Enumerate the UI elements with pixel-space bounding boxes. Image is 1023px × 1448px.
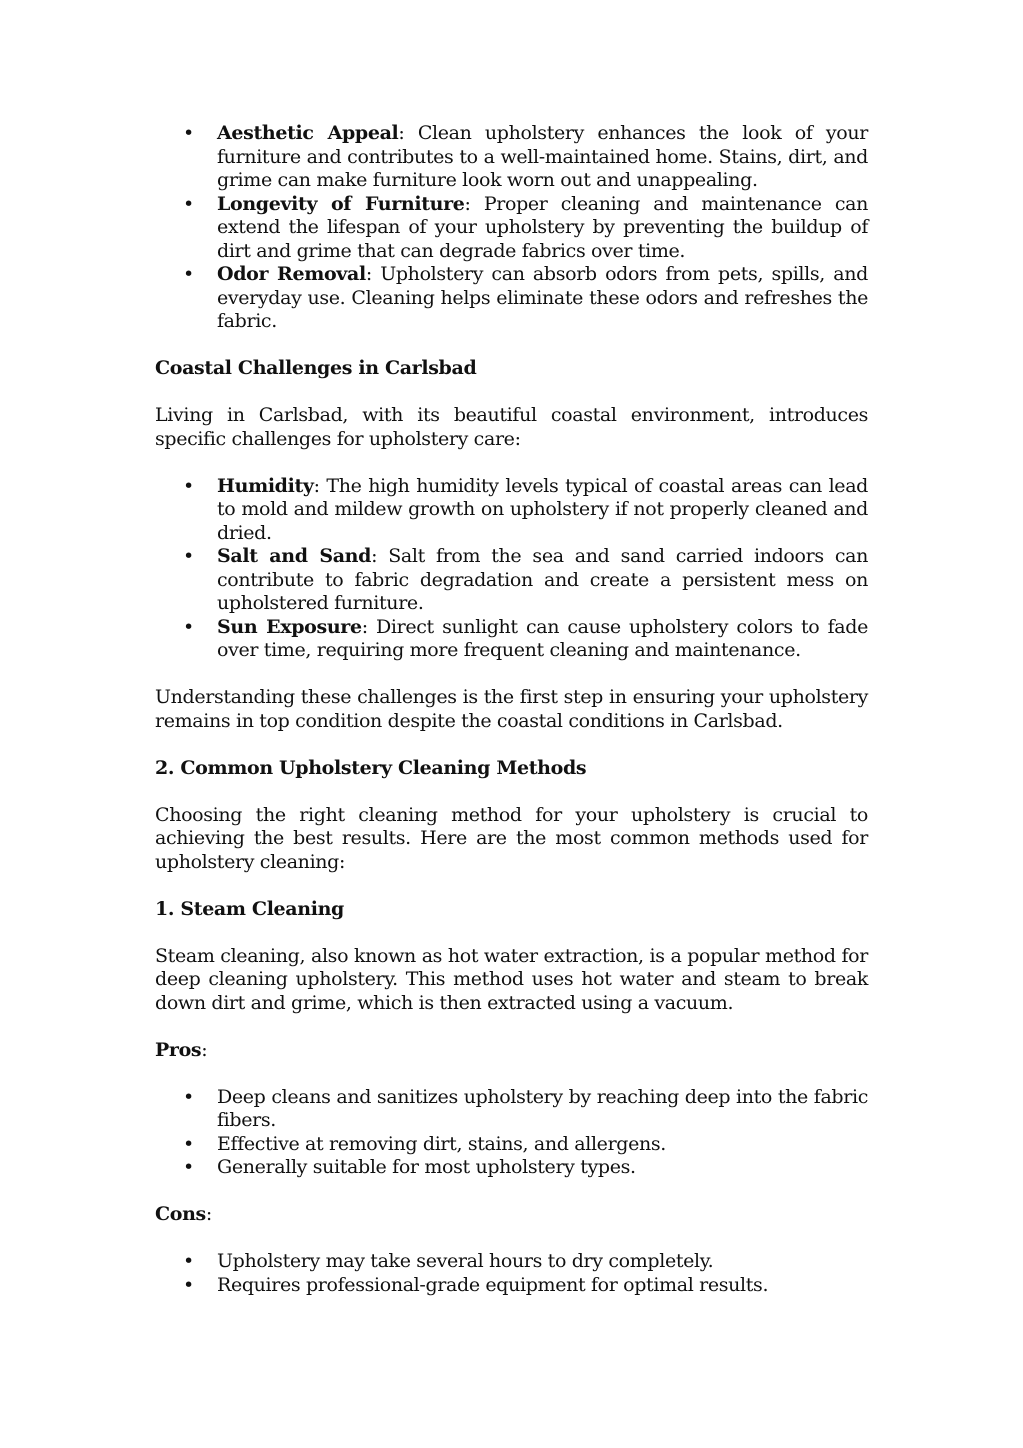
bullet-icon: • xyxy=(183,615,194,638)
coastal-challenges-list xyxy=(155,475,868,663)
list-item xyxy=(155,1086,868,1133)
list-item xyxy=(155,616,868,663)
description: : Clean upholstery enhances the look of your furniture and contributes to a well-maintained home. Stains, dirt, and grime can make furniture look worn out and unappealing. xyxy=(217,122,868,191)
bullet-icon: • xyxy=(183,1132,194,1155)
term: Longevity of Furniture xyxy=(217,192,465,215)
description: Deep cleans and sanitizes upholstery by reaching deep into the fabric fibers. xyxy=(217,1085,868,1131)
description: : Salt from the sea and sand carried indoors can contribute to fabric degradation and create a persistent mess on upholstered furniture. xyxy=(217,545,868,614)
description: : Proper cleaning and maintenance can extend the lifespan of your upholstery by preventing the buildup of dirt and grime that can degrade fabrics over time. xyxy=(217,192,869,262)
benefits-list xyxy=(155,122,868,334)
paragraph: Living in Carlsbad, with its beautiful coastal environment, introduces specific challenges for upholstery care: xyxy=(155,404,868,450)
pros-list xyxy=(155,1086,868,1180)
term: Salt and Sand xyxy=(217,545,372,567)
description: Effective at removing dirt, stains, and allergens. xyxy=(217,1132,666,1155)
bullet-icon: • xyxy=(183,192,194,215)
paragraph: Steam cleaning, also known as hot water extraction, is a popular method for deep cleaning upholstery. This method uses hot water and steam to break down dirt and grime, which is then extracted using a vacuum. xyxy=(155,944,868,1014)
cons-list xyxy=(155,1250,868,1297)
section-heading: 2. Common Upholstery Cleaning Methods xyxy=(155,756,587,779)
list-item xyxy=(155,1274,868,1298)
bullet-icon: • xyxy=(183,474,194,497)
list-item xyxy=(155,1133,868,1157)
term: Aesthetic Appeal xyxy=(217,122,399,144)
description: Generally suitable for most upholstery types. xyxy=(217,1156,636,1178)
paragraph: Understanding these challenges is the first step in ensuring your upholstery remains in top condition despite the coastal conditions in Carlsbad. xyxy=(155,686,868,732)
term: Sun Exposure xyxy=(217,615,362,638)
term: Humidity xyxy=(217,474,314,497)
list-item xyxy=(155,1156,868,1180)
bullet-icon: • xyxy=(183,122,194,144)
bullet-icon: • xyxy=(183,545,194,567)
list-item xyxy=(155,193,868,264)
description: : Direct sunlight can cause upholstery colors to fade over time, requiring more frequent cleaning and maintenance. xyxy=(217,615,868,661)
list-item xyxy=(155,475,868,546)
list-item xyxy=(155,263,868,334)
description: : Upholstery can absorb odors from pets, spills, and everyday use. Cleaning helps eliminate these odors and refreshes the fabric. xyxy=(217,263,868,332)
paragraph: Choosing the right cleaning method for your upholstery is crucial to achieving the best results. Here are the most common methods used for upholstery cleaning: xyxy=(155,803,868,873)
description: Requires professional-grade equipment for optimal results. xyxy=(217,1273,769,1296)
list-item xyxy=(155,545,868,616)
section-heading: Coastal Challenges in Carlsbad xyxy=(155,357,477,379)
bullet-icon: • xyxy=(183,1085,194,1108)
description: Upholstery may take several hours to dry completely. xyxy=(217,1250,714,1272)
list-item xyxy=(155,1250,868,1274)
subsection-heading: 1. Steam Cleaning xyxy=(155,897,344,920)
description: : The high humidity levels typical of coastal areas can lead to mold and mildew growth on upholstery if not properly cleaned and dried. xyxy=(217,474,868,544)
list-item xyxy=(155,122,868,193)
bullet-icon: • xyxy=(183,1156,194,1178)
cons-label: Cons: xyxy=(155,1203,212,1225)
document-page xyxy=(155,122,868,1297)
bullet-icon: • xyxy=(183,1250,194,1272)
pros-label: Pros: xyxy=(155,1038,208,1061)
bullet-icon: • xyxy=(183,263,194,285)
term: Odor Removal xyxy=(217,263,366,285)
bullet-icon: • xyxy=(183,1273,194,1296)
